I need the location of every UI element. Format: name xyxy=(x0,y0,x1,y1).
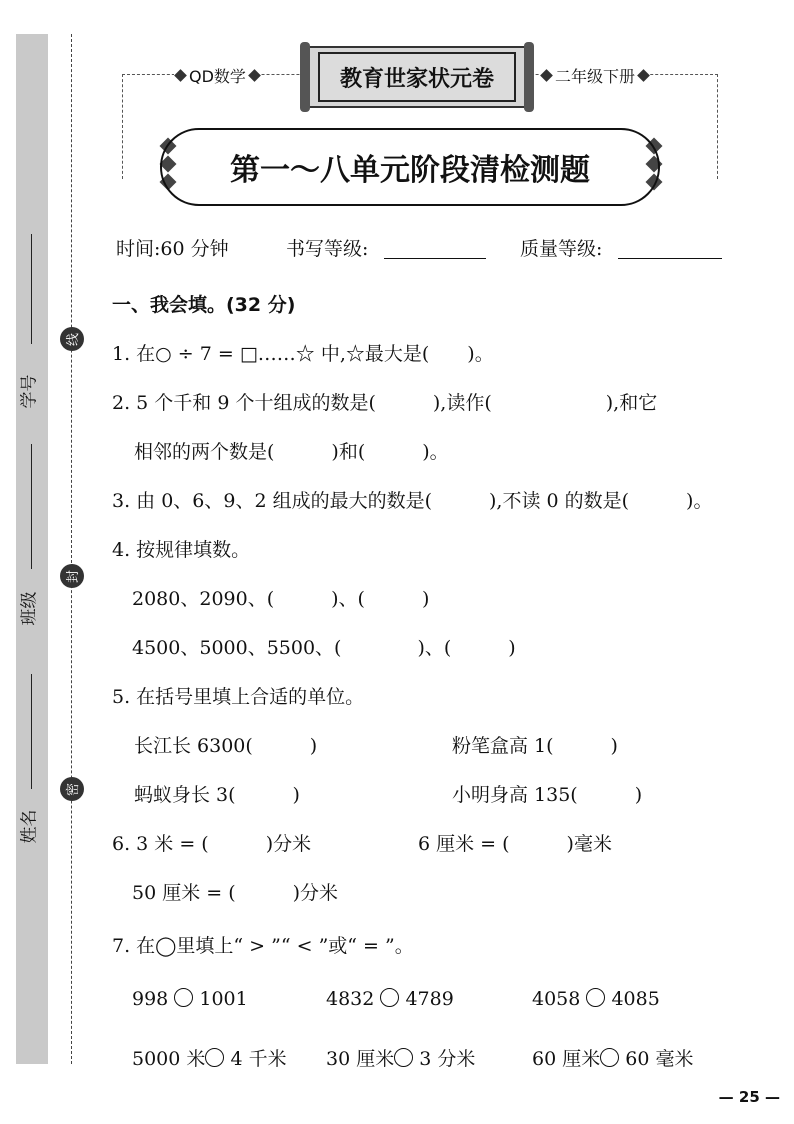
question-6-a: 6. 3 米 = ( )分米 xyxy=(112,833,312,855)
question-3: 3. 由 0、6、9、2 组成的最大的数是( ),不读 0 的数是( )。 xyxy=(112,490,713,512)
compare-item: 60 厘米 60 毫米 xyxy=(532,1048,694,1070)
student-no-label: 学号 xyxy=(19,374,40,409)
question-4-seq-1: 2080、2090、( )、( ) xyxy=(132,588,430,610)
compare-item: 4832 4789 xyxy=(326,988,454,1010)
question-2-line-2: 相邻的两个数是( )和( )。 xyxy=(134,441,449,463)
cut-line xyxy=(71,34,72,1064)
quality-grade-label: 质量等级: xyxy=(520,238,603,260)
question-5: 5. 在括号里填上合适的单位。 xyxy=(112,686,365,708)
name-label: 姓名 xyxy=(19,809,40,844)
page-title: 第一～八单元阶段清检测题 xyxy=(160,128,660,206)
compare-item: 5000 米 4 千米 xyxy=(132,1048,287,1070)
writing-grade-label: 书写等级: xyxy=(286,238,369,260)
question-6-b: 6 厘米 = ( )毫米 xyxy=(418,833,612,855)
section-heading: 一、我会填。(32 分) xyxy=(112,294,296,316)
class-label: 班级 xyxy=(19,591,40,626)
binding-strip xyxy=(16,34,48,1064)
compare-circle[interactable] xyxy=(600,1048,619,1067)
question-5-d: 小明身高 135( ) xyxy=(452,784,643,806)
question-1: 1. 在○ ÷ 7 = □……☆ 中,☆最大是( )。 xyxy=(112,343,494,365)
brand-scroll xyxy=(302,46,532,108)
name-line xyxy=(31,674,32,789)
seal-seal-mark: 封 xyxy=(60,564,84,588)
compare-circle[interactable] xyxy=(380,988,399,1007)
question-6-c: 50 厘米 = ( )分米 xyxy=(132,882,339,904)
compare-item: 30 厘米 3 分米 xyxy=(326,1048,476,1070)
grade-tag: 二年级下册 xyxy=(540,64,650,87)
question-4: 4. 按规律填数。 xyxy=(112,539,251,561)
quality-grade-blank[interactable] xyxy=(618,258,722,259)
brand-title: 教育世家状元卷 xyxy=(318,52,516,102)
time-info: 时间:60 分钟 xyxy=(116,238,229,260)
compare-circle[interactable] xyxy=(586,988,605,1007)
seal-line-mark: 线 xyxy=(60,327,84,351)
subject-tag: QD数学 xyxy=(174,64,261,87)
question-2-line-1: 2. 5 个千和 9 个十组成的数是( ),读作( ),和它 xyxy=(112,392,658,414)
question-4-seq-2: 4500、5000、5500、( )、( ) xyxy=(132,637,516,659)
compare-item: 998 1001 xyxy=(132,988,248,1010)
student-no-line xyxy=(31,234,32,344)
compare-circle[interactable] xyxy=(394,1048,413,1067)
writing-grade-blank[interactable] xyxy=(384,258,486,259)
class-line xyxy=(31,444,32,569)
compare-circle[interactable] xyxy=(205,1048,224,1067)
question-7: 7. 在◯里填上“ > ”“ < ”或“ = ”。 xyxy=(112,935,414,957)
seal-mark: 密 xyxy=(60,777,84,801)
question-5-c: 蚂蚁身长 3( ) xyxy=(134,784,300,806)
question-5-a: 长江长 6300( ) xyxy=(134,735,318,757)
question-5-b: 粉笔盒高 1( ) xyxy=(452,735,618,757)
page-number: — 25 — xyxy=(718,1088,780,1106)
compare-item: 4058 4085 xyxy=(532,988,660,1010)
compare-circle[interactable] xyxy=(174,988,193,1007)
